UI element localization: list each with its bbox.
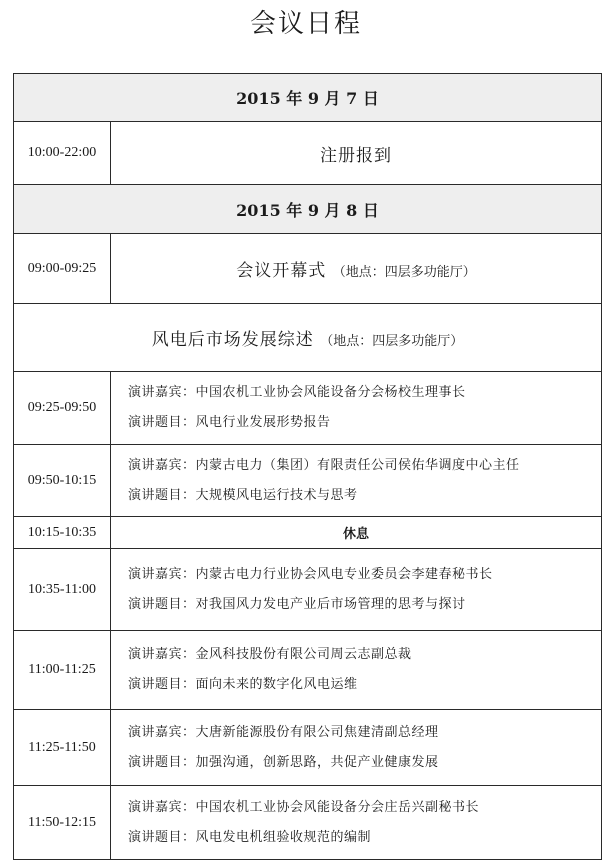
time-cell: 10:35-11:00 bbox=[14, 549, 111, 631]
date-header: 2015 年 9 月 8 日 bbox=[14, 185, 602, 234]
talk-cell bbox=[111, 786, 602, 860]
time-cell: 09:50-10:15 bbox=[14, 445, 111, 517]
time-cell: 11:50-12:15 bbox=[14, 786, 111, 860]
talk-cell bbox=[111, 710, 602, 786]
registration-label: 注册报到 bbox=[111, 122, 602, 185]
talk-cell bbox=[111, 549, 602, 631]
time-cell: 11:00-11:25 bbox=[14, 631, 111, 710]
speaker-name: 金风科技股份有限公司周云志副总裁 bbox=[195, 647, 412, 662]
time-cell: 10:15-10:35 bbox=[14, 517, 111, 549]
opening-location: （地点：四层多功能厅） bbox=[332, 265, 476, 280]
topic-line bbox=[128, 590, 601, 620]
speaker-prefix: 演讲嘉宾： bbox=[128, 566, 196, 582]
speaker-line bbox=[128, 378, 601, 408]
opening-label: 会议开幕式 bbox=[236, 261, 327, 281]
session-location: （地点：四层多功能厅） bbox=[320, 334, 464, 349]
time-cell: 11:25-11:50 bbox=[14, 710, 111, 786]
topic-title: 加强沟通，创新思路，共促产业健康发展 bbox=[195, 754, 439, 770]
topic-prefix: 演讲题目： bbox=[128, 487, 196, 503]
table-row bbox=[14, 786, 602, 860]
topic-title: 大规模风电运行技术与思考 bbox=[195, 487, 358, 503]
topic-title: 风电发电机组验收规范的编制 bbox=[195, 829, 372, 845]
speaker-prefix: 演讲嘉宾： bbox=[128, 647, 196, 662]
speaker-prefix: 演讲嘉宾： bbox=[128, 799, 196, 815]
topic-line bbox=[128, 481, 601, 511]
table-row bbox=[14, 234, 602, 304]
session-title: 风电后市场发展综述 bbox=[151, 330, 314, 350]
topic-line bbox=[128, 823, 601, 853]
table-row bbox=[14, 631, 602, 710]
session-row bbox=[14, 304, 602, 372]
topic-prefix: 演讲题目： bbox=[128, 415, 196, 430]
table-row bbox=[14, 549, 602, 631]
break-row bbox=[14, 517, 602, 549]
date-row-day1 bbox=[14, 74, 602, 122]
speaker-name: 大唐新能源股份有限公司焦建清副总经理 bbox=[195, 724, 439, 740]
topic-prefix: 演讲题目： bbox=[128, 754, 196, 770]
table-row bbox=[14, 122, 602, 185]
topic-prefix: 演讲题目： bbox=[128, 829, 196, 845]
topic-title: 面向未来的数字化风电运维 bbox=[195, 677, 358, 692]
topic-title: 风电行业发展形势报告 bbox=[195, 415, 331, 430]
topic-line bbox=[128, 670, 601, 700]
date-row-day2 bbox=[14, 185, 602, 234]
speaker-name: 内蒙古电力行业协会风电专业委员会李建春秘书长 bbox=[195, 566, 493, 582]
table-row bbox=[14, 372, 602, 445]
speaker-prefix: 演讲嘉宾： bbox=[128, 457, 196, 473]
speaker-line bbox=[128, 451, 601, 481]
time-cell: 10:00-22:00 bbox=[14, 122, 111, 185]
topic-line bbox=[128, 408, 601, 438]
speaker-name: 内蒙古电力（集团）有限责任公司侯佑华调度中心主任 bbox=[195, 457, 520, 473]
topic-title: 对我国风力发电产业后市场管理的思考与探讨 bbox=[195, 596, 466, 612]
table-row bbox=[14, 445, 602, 517]
speaker-prefix: 演讲嘉宾： bbox=[128, 724, 196, 740]
page-title: 会议日程 bbox=[249, 9, 362, 39]
schedule-table bbox=[13, 73, 602, 860]
speaker-line bbox=[128, 560, 601, 590]
table-row bbox=[14, 710, 602, 786]
time-cell: 09:00-09:25 bbox=[14, 234, 111, 304]
talk-cell bbox=[111, 445, 602, 517]
speaker-prefix: 演讲嘉宾： bbox=[128, 385, 196, 400]
break-label: 休息 bbox=[111, 517, 602, 549]
session-header bbox=[14, 304, 602, 372]
topic-prefix: 演讲题目： bbox=[128, 677, 196, 692]
talk-cell bbox=[111, 631, 602, 710]
topic-line bbox=[128, 748, 601, 778]
talk-cell bbox=[111, 372, 602, 445]
time-cell: 09:25-09:50 bbox=[14, 372, 111, 445]
speaker-line bbox=[128, 718, 601, 748]
date-header: 2015 年 9 月 7 日 bbox=[14, 74, 602, 122]
speaker-line bbox=[128, 793, 601, 823]
topic-prefix: 演讲题目： bbox=[128, 596, 196, 612]
speaker-name: 中国农机工业协会风能设备分会杨校生理事长 bbox=[195, 385, 466, 400]
speaker-name: 中国农机工业协会风能设备分会庄岳兴副秘书长 bbox=[195, 799, 480, 815]
speaker-line bbox=[128, 640, 601, 670]
opening-cell bbox=[111, 234, 602, 304]
